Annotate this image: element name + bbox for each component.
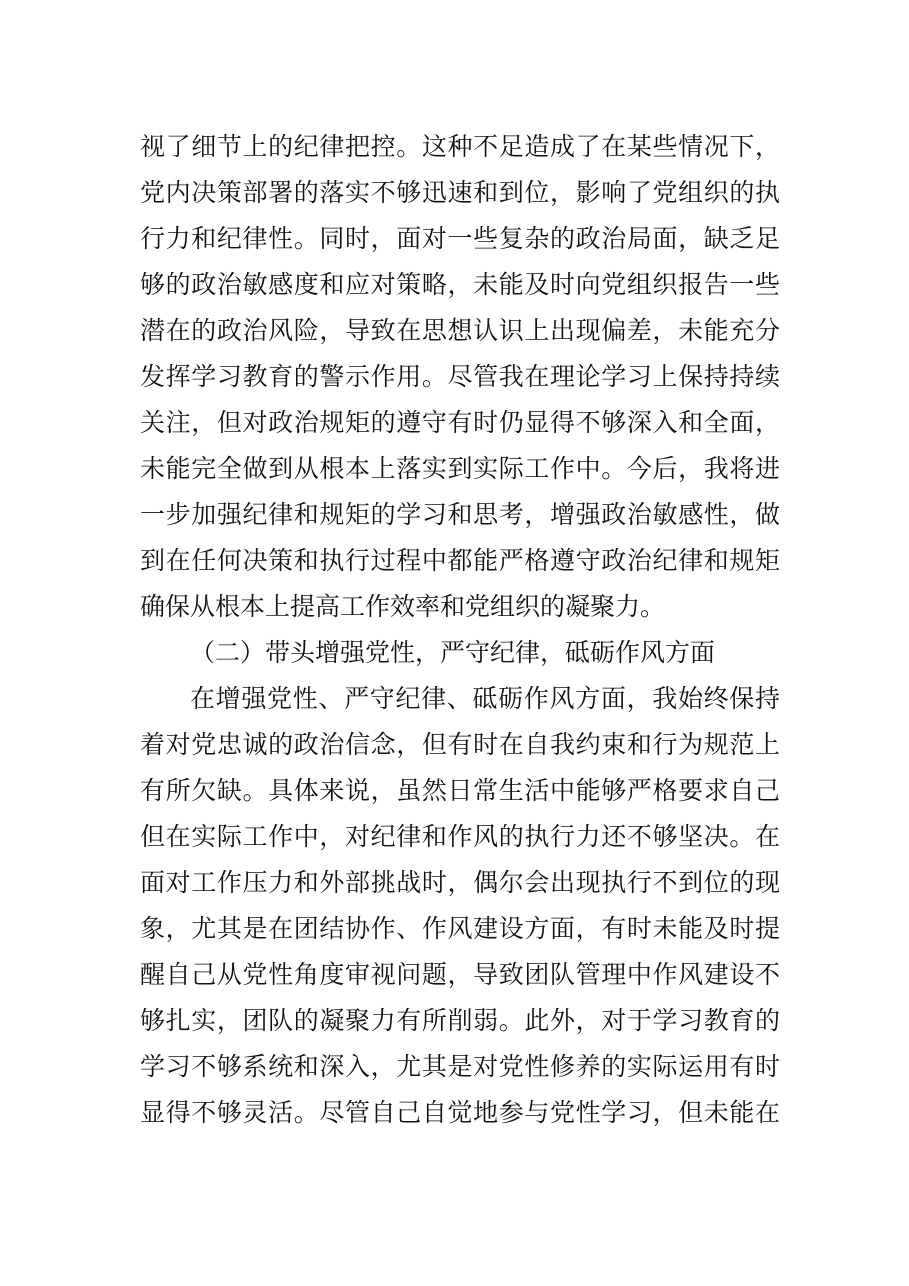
text-line: 醒自己从党性角度审视问题，导致团队管理中作风建设不 bbox=[140, 960, 780, 989]
text-line: 但在实际工作中，对纪律和作风的执行力还不够坚决。在 bbox=[140, 822, 780, 851]
text-line: 到在任何决策和执行过程中都能严格遵守政治纪律和规矩 bbox=[140, 546, 780, 575]
text-line: 一步加强纪律和规矩的学习和思考，增强政治敏感性，做 bbox=[140, 500, 780, 529]
text-line: 够扎实，团队的凝聚力有所削弱。此外，对于学习教育的 bbox=[140, 1006, 780, 1035]
text-line: 潜在的政治风险，导致在思想认识上出现偏差，未能充分 bbox=[140, 316, 780, 345]
text-line: 着对党忠诚的政治信念，但有时在自我约束和行为规范上 bbox=[140, 730, 780, 759]
document-body bbox=[140, 124, 780, 1136]
text-line: 象，尤其是在团结协作、作风建设方面，有时未能及时提 bbox=[140, 914, 780, 943]
text-line: 未能完全做到从根本上落实到实际工作中。今后，我将进 bbox=[140, 454, 780, 483]
text-line: 行力和纪律性。同时，面对一些复杂的政治局面，缺乏足 bbox=[140, 224, 780, 253]
text-line: 党内决策部署的落实不够迅速和到位，影响了党组织的执 bbox=[140, 178, 780, 207]
text-line: 确保从根本上提高工作效率和党组织的凝聚力。 bbox=[140, 592, 666, 621]
text-line: 发挥学习教育的警示作用。尽管我在理论学习上保持持续 bbox=[140, 362, 780, 391]
text-line: 面对工作压力和外部挑战时，偶尔会出现执行不到位的现 bbox=[140, 868, 780, 897]
text-line: 视了细节上的纪律把控。这种不足造成了在某些情况下， bbox=[140, 132, 780, 161]
text-line: 学习不够系统和深入，尤其是对党性修养的实际运用有时 bbox=[140, 1052, 780, 1081]
text-line: 够的政治敏感度和应对策略，未能及时向党组织报告一些 bbox=[140, 270, 780, 299]
text-line: 显得不够灵活。尽管自己自觉地参与党性学习，但未能在 bbox=[140, 1098, 780, 1127]
paragraph-first-line: 在增强党性、严守纪律、砥砺作风方面，我始终保持 bbox=[190, 684, 780, 713]
section-heading: （二）带头增强党性，严守纪律，砥砺作风方面 bbox=[190, 638, 716, 667]
text-line: 关注，但对政治规矩的遵守有时仍显得不够深入和全面， bbox=[140, 408, 780, 437]
text-line: 有所欠缺。具体来说，虽然日常生活中能够严格要求自己 bbox=[140, 776, 780, 805]
